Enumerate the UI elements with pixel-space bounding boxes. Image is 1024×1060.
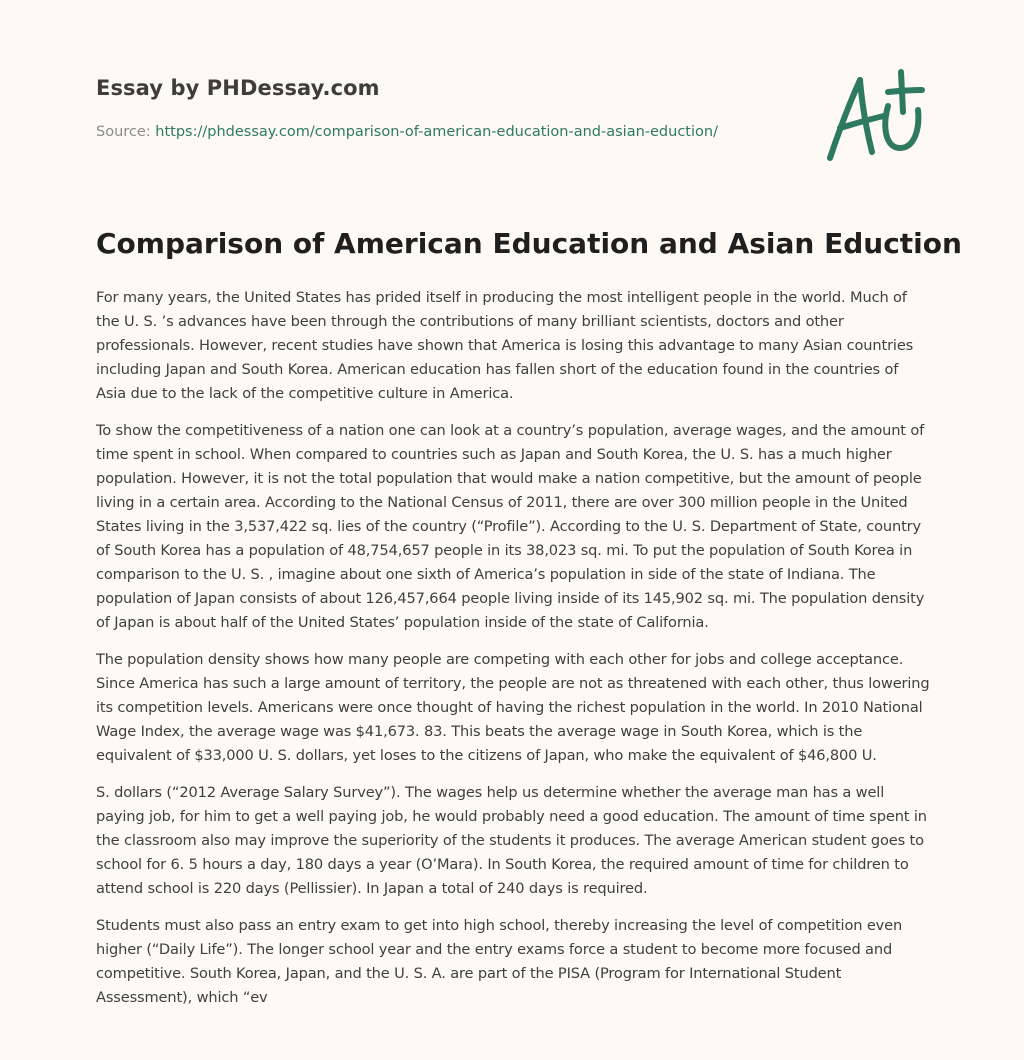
paragraph: S. dollars (“2012 Average Salary Survey”). The wages help us determine whether the average man has a well paying job, for him to get a well paying job, he would probably need a good education. The amount of time spent in the classroom also may improve the superiority of the students it produces. The average American student goes to school for 6. 5 hours a day, 180 days a year (O’Mara). In South Korea, the required amount of time for children to attend school is 220 days (Pellissier). In Japan a total of 240 days is required. [96,784,927,897]
paragraph: To show the competitiveness of a nation one can look at a country’s population, average wages, and the amount of time spent in school. When compared to countries such as Japan and South Korea, the U. S. has a much higher population. However, it is not the total population that would make a nation competitive, but the amount of people living in a certain area. According to the National Census of 2011, there are over 300 million people in the United States living in the 3,537,422 sq. lies of the country (“Profile”). According to the U. S. Department of State, country of South Korea has a population of 48,754,657 people in its 38,023 sq. mi. To put the population of South Korea in comparison to the U. S. , imagine about one sixth of America’s population in side of the state of Indiana. The population of Japan consists of about 126,457,664 people living inside of its 145,902 sq. mi. The population density of Japan is about half of the United States’ population inside of the state of California. [96,422,925,631]
source-link[interactable]: https://phdessay.com/comparison-of-american-education-and-asian-eduction/ [155,124,718,140]
source-line [96,124,718,140]
paragraph: The population density shows how many people are competing with each other for jobs and college acceptance. Since America has such a large amount of territory, the people are not as threatened with each other, thus lowering its competition levels. Americans were once thought of having the richest population in the world. In 2010 National Wage Index, the average wage was $41,673. 83. This beats the average wage in South Korea, which is the equivalent of $33,000 U. S. dollars, yet loses to the citizens of Japan, who make the equivalent of $46,800 U. [96,651,930,764]
essay-title: Comparison of American Education and Asian Eduction [96,227,962,260]
paragraph: For many years, the United States has prided itself in producing the most intelligent people in the world. Much of the U. S. ’s advances have been through the contributions of many brilliant scientists, doctors and other professionals. However, recent studies have shown that America is losing this advantage to many Asian countries including Japan and South Korea. American education has fallen short of the education found in the countries of Asia due to the lack of the competitive culture in America. [96,289,914,402]
paragraph: Students must also pass an entry exam to get into high school, thereby increasing the level of competition even higher (“Daily Life”). The longer school year and the entry exams force a student to become more focused and competitive. South Korea, Japan, and the U. S. A. are part of the PISA (Program for International Student Assessment), which “ev [96,917,903,1006]
site-brand: Essay by PHDessay.com [96,76,380,100]
essay-body [96,286,931,1023]
a-plus-logo-icon [822,66,932,166]
source-label: Source: [96,124,156,140]
